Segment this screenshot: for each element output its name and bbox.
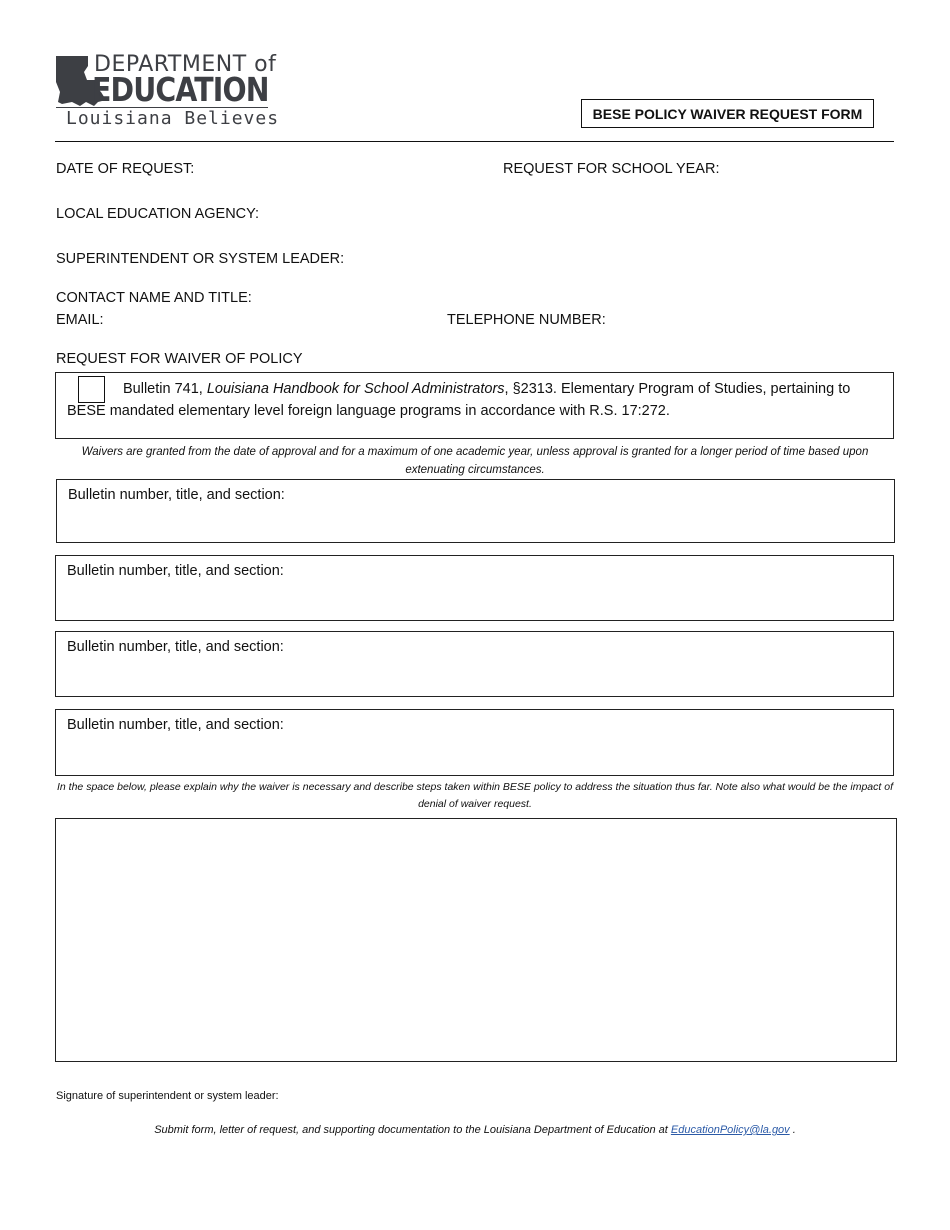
- submit-end: .: [789, 1124, 796, 1136]
- bulletin-entry-label: Bulletin number, title, and section:: [67, 639, 284, 655]
- telephone-label: TELEPHONE NUMBER:: [447, 312, 606, 328]
- bulletin-description: , §2313. Elementary Program of Studies, pertaining to BESE mandated elementary level foreign language programs in accordance with R.S. 17:272.: [67, 381, 851, 419]
- bulletin-entry-box[interactable]: [55, 709, 894, 776]
- explanation-instructions: In the space below, please explain why the waiver is necessary and describe steps taken within BESE policy to address the situation thus far. Note also what would be the impact of denial of waiver request.: [57, 781, 893, 810]
- email-label: EMAIL:: [56, 312, 104, 328]
- logo-tagline: Louisiana Believes: [66, 108, 280, 129]
- bulletin-prefix: Bulletin 741,: [123, 381, 207, 397]
- form-title: BESE POLICY WAIVER REQUEST FORM: [581, 99, 874, 128]
- waiver-policy-heading: REQUEST FOR WAIVER OF POLICY: [56, 351, 303, 367]
- logo-line2: EDUCATION: [92, 70, 269, 109]
- policy-waiver-checkbox[interactable]: [78, 376, 105, 403]
- bulletin-entry-box[interactable]: [55, 631, 894, 697]
- superintendent-label: SUPERINTENDENT OR SYSTEM LEADER:: [56, 251, 345, 267]
- signature-label: Signature of superintendent or system leader:: [56, 1090, 279, 1102]
- bulletin-entry-label: Bulletin number, title, and section:: [67, 717, 284, 733]
- department-logo: [54, 52, 280, 132]
- logo-line1: DEPARTMENT of: [94, 52, 277, 77]
- school-year-label: REQUEST FOR SCHOOL YEAR:: [503, 161, 720, 177]
- bulletin-entry-box[interactable]: [55, 555, 894, 621]
- bulletin-entry-box[interactable]: [56, 479, 895, 543]
- submit-text: Submit form, letter of request, and supporting documentation to the Louisiana Department of Education at: [154, 1124, 671, 1136]
- lea-label: LOCAL EDUCATION AGENCY:: [56, 206, 260, 222]
- header-divider: [55, 141, 894, 142]
- policy-option-text: [67, 378, 889, 422]
- bulletin-entry-label: Bulletin number, title, and section:: [68, 487, 285, 503]
- bulletin-title: Louisiana Handbook for School Administrators: [206, 381, 505, 397]
- waiver-period-note: Waivers are granted from the date of approval and for a maximum of one academic year, unless approval is granted for a longer period of time based upon extenuating circumstances.: [81, 446, 869, 476]
- explanation-textarea[interactable]: [55, 818, 897, 1062]
- bulletin-entry-label: Bulletin number, title, and section:: [67, 563, 284, 579]
- submit-instructions: [0, 1124, 950, 1136]
- education-policy-email-link[interactable]: EducationPolicy@la.gov: [670, 1124, 790, 1136]
- contact-label: CONTACT NAME AND TITLE:: [56, 290, 252, 306]
- date-of-request-label: DATE OF REQUEST:: [56, 161, 195, 177]
